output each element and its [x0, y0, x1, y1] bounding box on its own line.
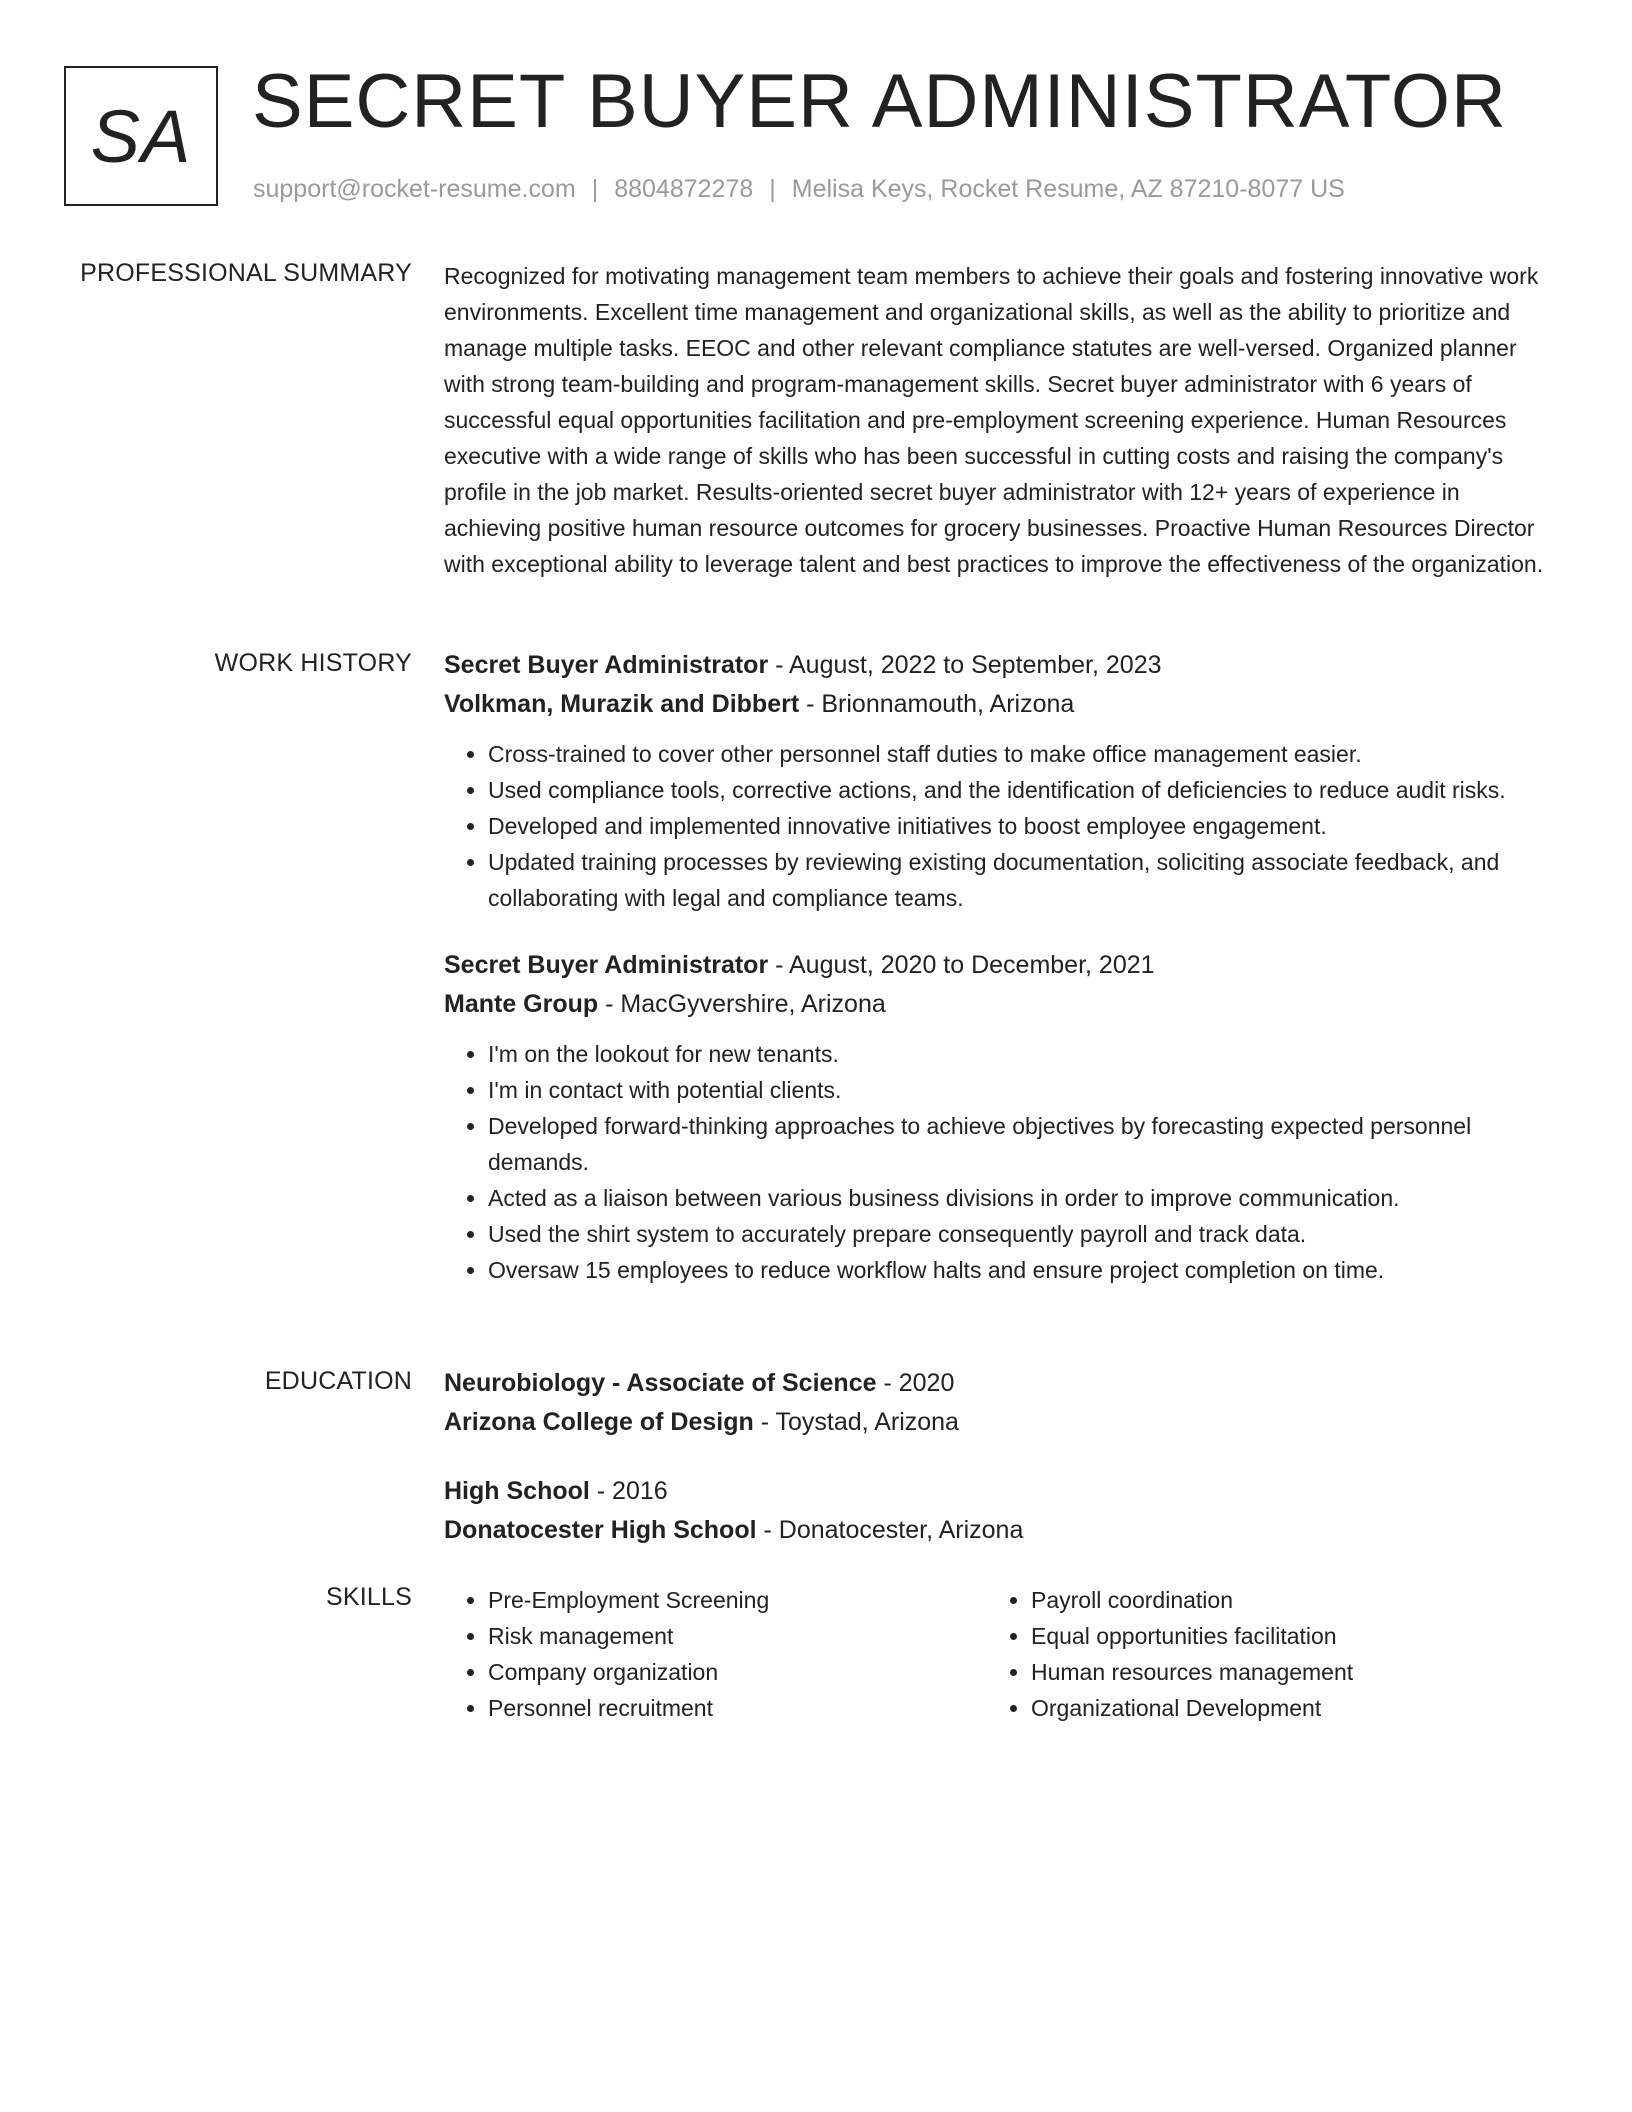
job-location: - MacGyvershire, Arizona	[598, 990, 886, 1018]
education-school-line	[444, 1403, 1544, 1442]
education-location: - Toystad, Arizona	[753, 1408, 959, 1436]
job-bullet: • Oversaw 15 employees to reduce workflow halts and ensure project completion on time.	[488, 1252, 1544, 1288]
education-degree: Neurobiology - Associate of Science	[444, 1369, 877, 1397]
skill-item: • Organizational Development	[1031, 1690, 1487, 1726]
address-text: Melisa Keys, Rocket Resume, AZ 87210-8077 US	[791, 175, 1345, 203]
job-bullet: • I'm in contact with potential clients.	[488, 1072, 1544, 1108]
skill-item: • Equal opportunities facilitation	[1031, 1618, 1487, 1654]
job-company: Volkman, Murazik and Dibbert	[444, 690, 800, 718]
skill-item: • Company organization	[488, 1654, 944, 1690]
section-label-summary: PROFESSIONAL SUMMARY	[80, 259, 412, 287]
education-degree: High School	[444, 1477, 590, 1505]
job-entry	[444, 646, 1544, 916]
skills-list	[444, 1582, 944, 1726]
education-degree-line	[444, 1472, 1544, 1511]
summary-paragraph: Recognized for motivating management team members to achieve their goals and fostering innovative work environments. Excellent time management and organizational skills, as well as the ability to prioritize and manage multiple tasks. EEOC and other relevant compliance statutes are well-versed. Organized planner with strong team-building and program-management skills. Secret buyer administrator with 6 years of successful equal opportunities facilitation and pre-employment screening experience. Human Resources executive with a wide range of skills who has been successful in cutting costs and raising the company's profile in the job market. Results-oriented secret buyer administrator with 12+ years of experience in achieving positive human resource outcomes for grocery businesses. Proactive Human Resources Director with exceptional ability to leverage talent and best practices to improve the effectiveness of the organization.	[444, 263, 1544, 577]
job-bullet: • Used compliance tools, corrective actions, and the identification of deficiencies to reduce audit risks.	[488, 772, 1544, 808]
skills-list	[987, 1582, 1487, 1726]
job-company-line	[444, 685, 1544, 724]
job-company: Mante Group	[444, 990, 599, 1018]
education-school: Donatocester High School	[444, 1516, 757, 1544]
job-title-line	[444, 646, 1544, 685]
education-year: - 2020	[876, 1369, 955, 1397]
job-dates: - August, 2020 to December, 2021	[768, 951, 1155, 979]
candidate-name: SECRET BUYER ADMINISTRATOR	[252, 59, 1507, 144]
contact-separator: |	[591, 175, 599, 203]
email-text: support@rocket-resume.com	[253, 175, 576, 203]
education-entry	[444, 1364, 1544, 1442]
contact-line	[253, 174, 1345, 204]
job-bullets	[444, 1036, 1544, 1288]
job-title-line	[444, 946, 1544, 985]
skill-item: • Payroll coordination	[1031, 1582, 1487, 1618]
job-bullet: • I'm on the lookout for new tenants.	[488, 1036, 1544, 1072]
job-bullets	[444, 736, 1544, 916]
education-year: - 2016	[589, 1477, 668, 1505]
skill-item: • Personnel recruitment	[488, 1690, 944, 1726]
job-bullet: • Cross-trained to cover other personnel staff duties to make office management easier.	[488, 736, 1544, 772]
education-entry	[444, 1472, 1544, 1550]
section-label-skills: SKILLS	[326, 1583, 412, 1611]
contact-separator: |	[769, 175, 776, 203]
skill-item: • Pre-Employment Screening	[488, 1582, 944, 1618]
education-location: - Donatocester, Arizona	[756, 1516, 1024, 1544]
skills-columns	[444, 1582, 1544, 1726]
job-title: Secret Buyer Administrator	[444, 651, 769, 679]
job-bullet: • Developed forward-thinking approaches to achieve objectives by forecasting expected personnel demands.	[488, 1108, 1544, 1180]
work-history-body	[444, 646, 1544, 1318]
skills-body	[444, 1582, 1544, 1726]
education-body	[444, 1364, 1544, 1580]
summary-body	[444, 258, 1544, 582]
job-bullet: • Used the shirt system to accurately prepare consequently payroll and track data.	[488, 1216, 1544, 1252]
section-label-work-history: WORK HISTORY	[214, 649, 412, 677]
job-title: Secret Buyer Administrator	[444, 951, 769, 979]
job-company-line	[444, 985, 1544, 1024]
job-bullet: • Acted as a liaison between various business divisions in order to improve communication.	[488, 1180, 1544, 1216]
education-degree-line	[444, 1364, 1544, 1403]
phone-text: 8804872278	[614, 175, 754, 203]
job-bullet: • Updated training processes by reviewing existing documentation, soliciting associate feedback, and collaborating with legal and compliance teams.	[488, 844, 1544, 916]
job-dates: - August, 2022 to September, 2023	[768, 651, 1162, 679]
initials-monogram: SA	[64, 66, 218, 206]
job-location: - Brionnamouth, Arizona	[799, 690, 1075, 718]
skill-item: • Risk management	[488, 1618, 944, 1654]
job-bullet: • Developed and implemented innovative initiatives to boost employee engagement.	[488, 808, 1544, 844]
education-school-line	[444, 1511, 1544, 1550]
education-school: Arizona College of Design	[444, 1408, 754, 1436]
job-entry	[444, 946, 1544, 1288]
skill-item: • Human resources management	[1031, 1654, 1487, 1690]
section-label-education: EDUCATION	[264, 1367, 412, 1395]
